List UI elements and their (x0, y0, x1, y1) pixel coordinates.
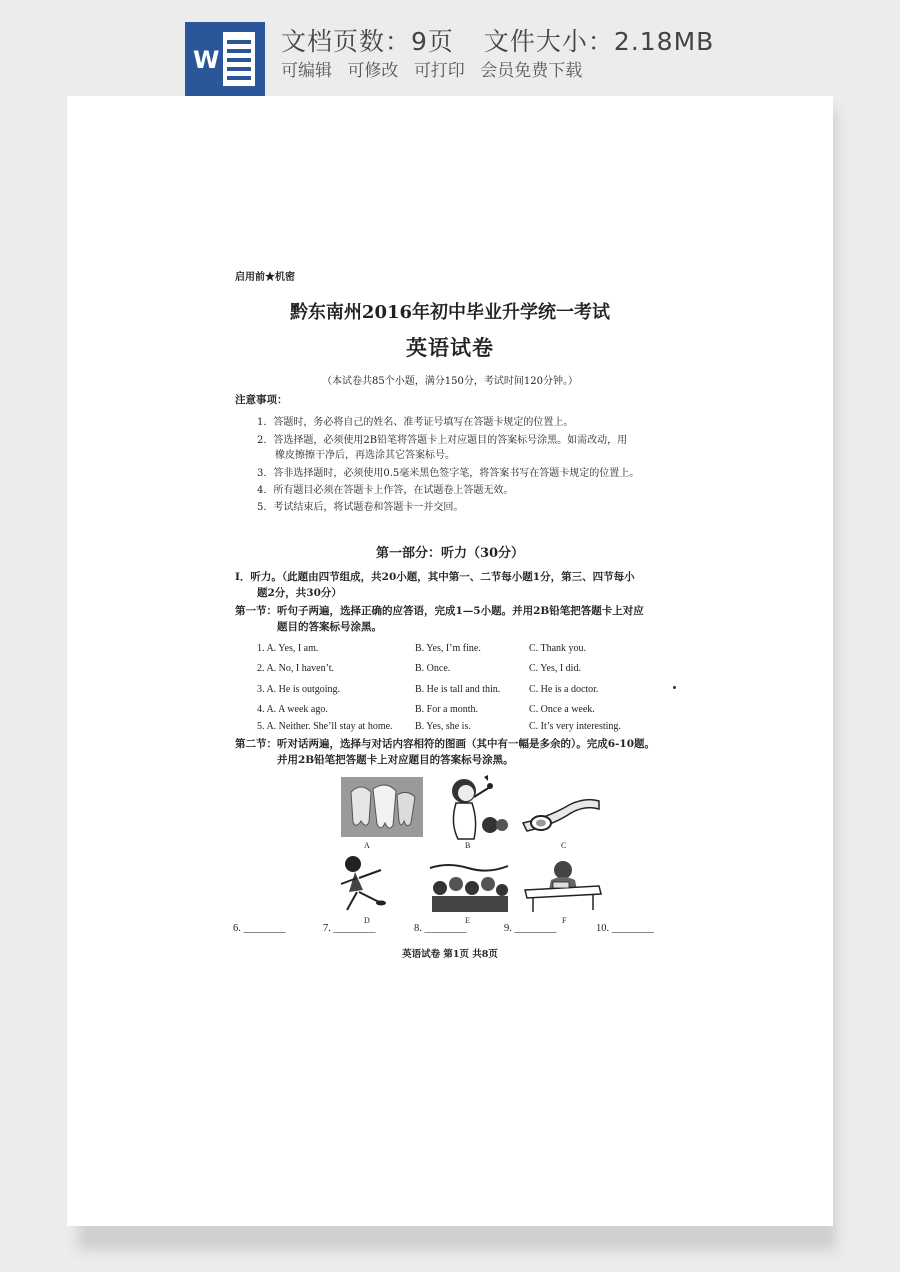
part-one-heading: 第一部分：听力（30分） (375, 546, 525, 561)
exam-subject: 英语试卷 (406, 335, 494, 360)
picture-c-watch (519, 793, 603, 835)
section-2-instructions (235, 736, 655, 768)
secret-mark: 启用前★机密 (235, 272, 295, 283)
notice-item: 3．答非选择题时，必须使用0.5毫米黑色签字笔，将答案书写在答题卡规定的位置上。 (257, 468, 640, 479)
section-1-instructions (235, 603, 644, 635)
question-3-option-c: C. He is a doctor. (529, 684, 599, 695)
answer-blank-8: 8. ________ (414, 923, 467, 934)
question-2-option-c: C. Yes, I did. (529, 663, 581, 674)
notice-heading: 注意事项： (235, 394, 288, 406)
feature-printable: 可打印 (413, 61, 465, 81)
feature-editable: 可编辑 (281, 61, 332, 81)
question-1-option-c: C. Thank you. (529, 643, 587, 654)
question-3-option-b: B. He is tall and thin. (415, 684, 501, 695)
picture-label-c: C (561, 841, 567, 850)
picture-label-b: B (465, 841, 471, 850)
question-2-option-a: 2. A. No, I haven’t. (257, 663, 335, 674)
notice-item: 5．考试结束后，将试题卷和答题卡一并交回。 (257, 502, 464, 513)
scan-speck (673, 686, 676, 689)
page-count-label: 文档页数：9页 (281, 27, 454, 56)
picture-d-dancer (335, 854, 397, 914)
feature-list (281, 56, 592, 81)
instruction-line: Ⅰ．听力。（此题由四节组成，共20小题，其中第一、二节每小题1分，第三、四节每小 (235, 571, 635, 583)
document-info-header (0, 0, 900, 96)
picture-label-a: A (364, 841, 370, 850)
question-4-option-c: C. Once a week. (529, 704, 595, 715)
question-2-option-b: B. Once. (415, 663, 451, 674)
word-doc-icon (185, 22, 265, 96)
picture-label-d: D (364, 916, 370, 925)
notice-item: 2．答选择题，必须使用2B铅笔将答题卡上对应题目的答案标号涂黑。如需改动，用 (257, 435, 628, 446)
notice-item: 4．所有题目必须在答题卡上作答，在试题卷上答题无效。 (257, 485, 514, 496)
picture-label-e: E (465, 916, 470, 925)
instruction-line: 第一节：听句子两遍，选择正确的应答语，完成1—5小题。并用2B铅笔把答题卡上对应 (235, 605, 644, 617)
picture-a-teeth (341, 777, 423, 837)
notice-item: 1．答题时，务必将自己的姓名、准考证号填写在答题卡规定的位置上。 (257, 417, 574, 428)
section-i-instructions (235, 569, 635, 601)
file-size-label: 文件大小：2.18MB (483, 27, 715, 56)
svg-text:W: W (193, 46, 220, 74)
instruction-line: 第二节：听对话两遍，选择与对话内容相符的图画（其中有一幅是多余的）。完成6-10题。 (235, 738, 656, 750)
question-5-option-c: C. It’s very interesting. (529, 721, 621, 732)
question-4-option-b: B. For a month. (415, 704, 479, 715)
document-page (67, 96, 833, 1226)
question-5-option-b: B. Yes, she is. (415, 721, 471, 732)
question-5-option-a: 5. A. Neither. She’ll stay at home. (257, 721, 393, 732)
answer-blank-10: 10. ________ (596, 923, 654, 934)
exam-title: 黔东南州2016年初中毕业升学统一考试 (289, 302, 611, 323)
question-3-option-a: 3. A. He is outgoing. (257, 684, 341, 695)
instruction-line: 题目的答案标号涂黑。 (277, 621, 382, 633)
feature-modifiable: 可修改 (347, 61, 399, 81)
question-1-option-a: 1. A. Yes, I am. (257, 643, 319, 654)
exam-paper (67, 96, 833, 1226)
picture-f-student-desk (519, 854, 605, 914)
picture-b-singer (440, 773, 510, 843)
picture-e-party (428, 860, 510, 914)
answer-blank-6: 6. ________ (233, 923, 286, 934)
document-stats (281, 22, 714, 58)
exam-subtitle: （本试卷共85个小题，满分150分，考试时间120分钟。） (322, 376, 578, 387)
feature-member-download: 会员免费下载 (480, 61, 583, 81)
answer-blank-9: 9. ________ (504, 923, 557, 934)
question-1-option-b: B. Yes, I’m fine. (415, 643, 481, 654)
question-4-option-a: 4. A. A week ago. (257, 704, 328, 715)
instruction-line: 题2分，共30分） (257, 587, 342, 599)
instruction-line: 并用2B铅笔把答题卡上对应题目的答案标号涂黑。 (277, 754, 514, 766)
page-footer: 英语试卷 第1页 共8页 (402, 949, 498, 960)
answer-blank-7: 7. ________ (323, 923, 376, 934)
notice-item: 橡皮擦擦干净后，再选涂其它答案标号。 (275, 450, 455, 461)
picture-label-f: F (562, 916, 567, 925)
